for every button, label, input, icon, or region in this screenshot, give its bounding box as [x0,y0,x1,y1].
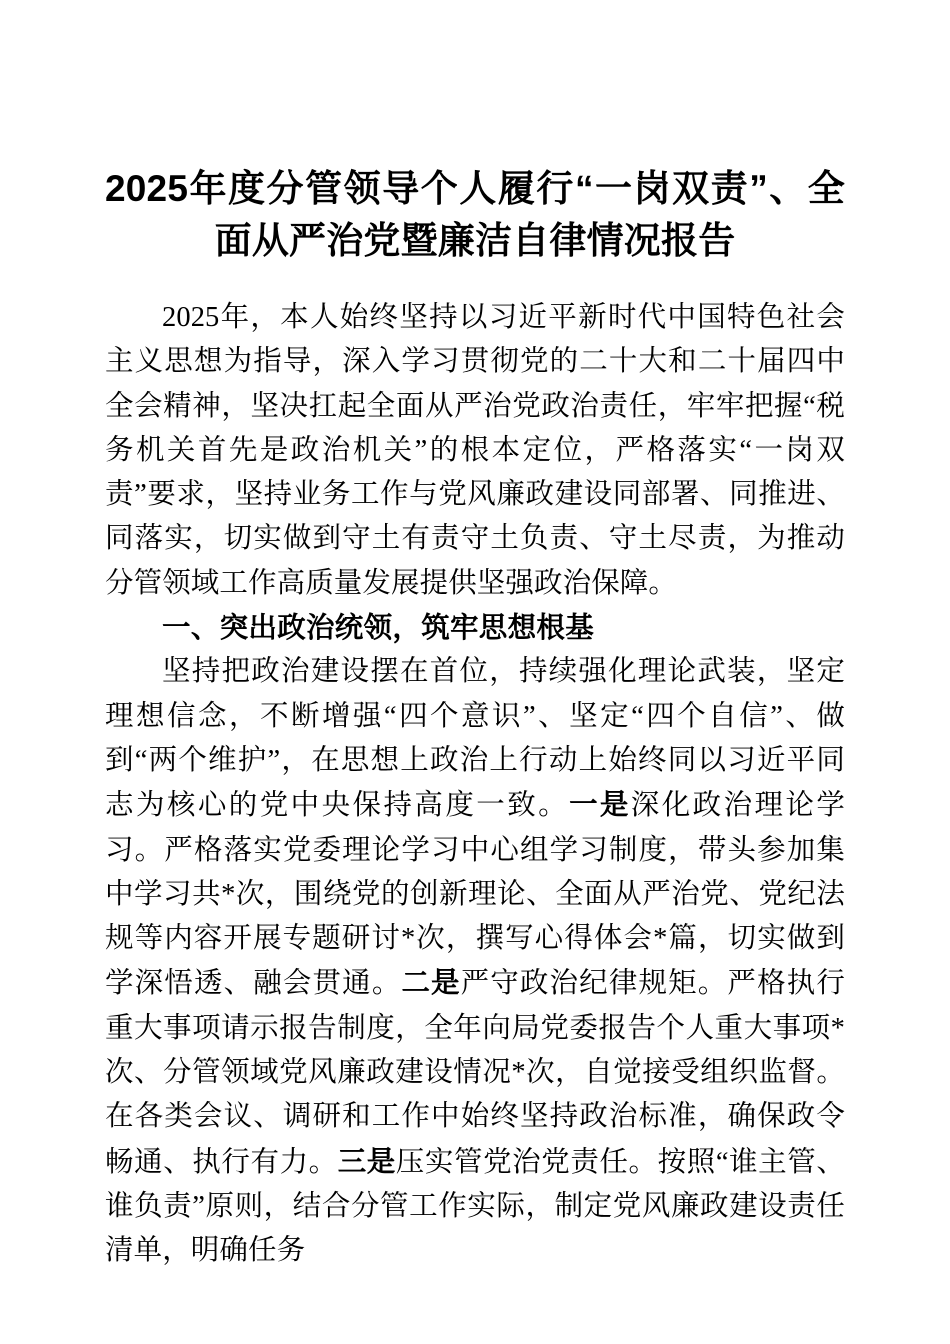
inline-enumeration-marker: 三是 [337,1145,396,1178]
paragraph-run: 深化政治理论学习。严格落实党委理论学习中心组学习制度，带头参加集中学习共*次，围绕党的创新理论、全面从严治党、党纪法规等内容开展专题研讨*次，撰写心得体会*篇，切实做到学深悟透、融会贯通。 [105,790,845,1000]
inline-enumeration-marker: 一是 [569,789,631,822]
paragraph-run: 严守政治纪律规矩。严格执行重大事项请示报告制度，全年向局党委报告个人重大事项*次、分管领域党风廉政建设情况*次，自觉接受组织监督。在各类会议、调研和工作中始终坚持政治标准，确保政令畅通、执行有力。 [105,968,845,1178]
paragraph-run: 坚持把政治建设摆在首位，持续强化理论武装，坚定理想信念，不断增强“四个意识”、坚定“四个自信”、做到“两个维护”，在思想上政治上行动上始终同以习近平同志为核心的党中央保持高度一致。 [105,656,845,822]
paragraph-run: 压实管党治党责任。按照“谁主管、谁负责”原则，结合分管工作实际，制定党风廉政建设责任清单，明确任务 [105,1146,845,1267]
inline-enumeration-marker: 二是 [401,967,461,1000]
section-heading-one: 一、突出政治统领，筑牢思想根基 [162,612,595,645]
document-content [105,0,845,1274]
section-one-body [105,650,845,1273]
document-title: 2025年度分管领导个人履行“一岗双责”、全面从严治党暨廉洁自律情况报告 [105,168,845,261]
opening-paragraph: 2025年，本人始终坚持以习近平新时代中国特色社会主义思想为指导，深入学习贯彻党的二十大和二十届四中全会精神，坚决扛起全面从严治党政治责任，牢牢把握“税务机关首先是政治机关”的根本定位，严格落实“一岗双责”要求，坚持业务工作与党风廉政建设同部署、同推进、同落实，切实做到守土有责守土负责、守土尽责，为推动分管领域工作高质量发展提供坚强政治保障。 [105,302,845,599]
